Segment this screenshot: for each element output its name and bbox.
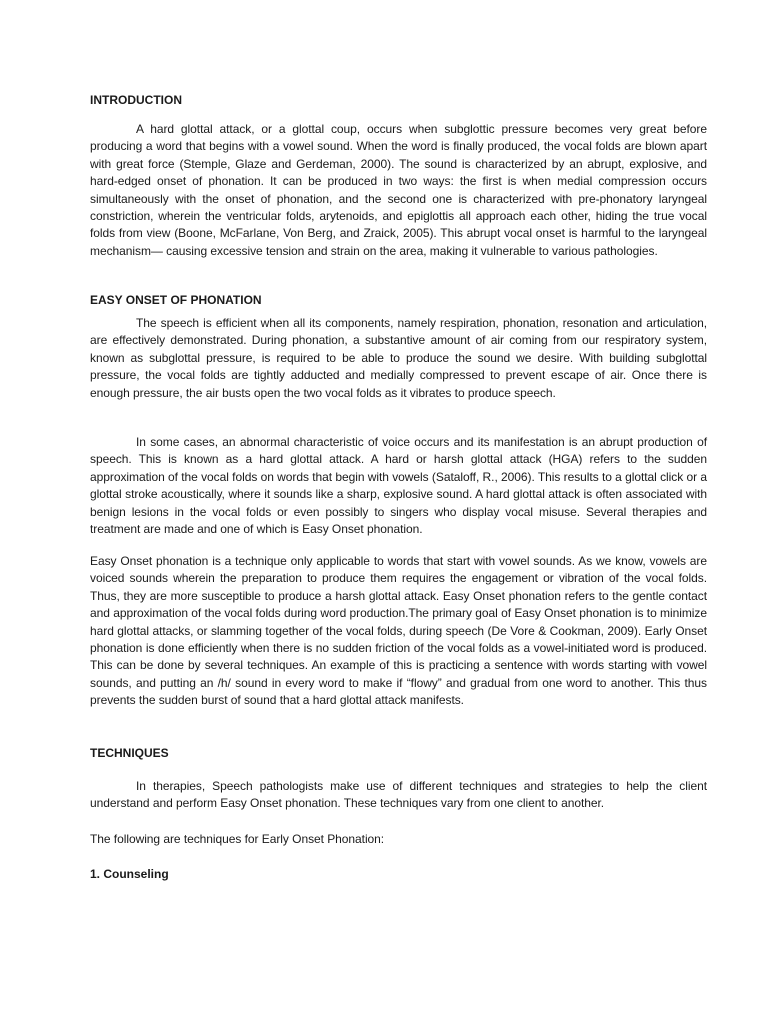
- section-heading-easy-onset: EASY ONSET OF PHONATION: [90, 293, 262, 307]
- paragraph-techniques-2: The following are techniques for Early Onset Phonation:: [90, 832, 385, 846]
- section-heading-techniques: TECHNIQUES: [90, 746, 169, 760]
- section-heading-counseling: 1. Counseling: [90, 867, 169, 881]
- paragraph-easy-onset-2: In some cases, an abnormal characteristic of voice occurs and its manifestation is an abrupt production of speech. This is known as a hard glottal attack. A hard or harsh glottal attack (HGA) refers to the sudden approximation of the vocal folds on words that begin with vowels (Sataloff, R., 2006). This results to a glottal click or a glottal stroke acoustically, where it sounds like a sharp, explosive sound. A hard glottal attack is often associated with benign lesions in the vocal folds or even possibly to singers who display vocal misuse. Several therapies and treatment are made and one of which is Easy Onset phonation.: [90, 435, 707, 537]
- paragraph-introduction-1: A hard glottal attack, or a glottal coup, occurs when subglottic pressure becomes very great before producing a word that begins with a vowel sound. When the word is finally produced, the vocal folds are blown apart with great force (Stemple, Glaze and Gerdeman, 2000). The sound is characterized by an abrupt, explosive, and hard-edged onset of phonation. It can be produced in two ways: the first is when medial compression occurs simultaneously with the onset of phonation, and the second one is characterized with pre-phonatory laryngeal constriction, wherein the ventricular folds, arytenoids, and epiglottis all approach each other, hiding the true vocal folds from view (Boone, McFarlane, Von Berg, and Zraick, 2005). This abrupt vocal onset is harmful to the laryngeal mechanism— causing excessive tension and strain on the area, making it vulnerable to various pathologies.: [90, 122, 707, 258]
- paragraph-easy-onset-3: Easy Onset phonation is a technique only applicable to words that start with vowel sounds. As we know, vowels are voiced sounds wherein the preparation to produce them requires the engagement or vibration of the vocal folds. Thus, they are more susceptible to produce a harsh glottal attack. Easy Onset phonation refers to the gentle contact and approximation of the vocal folds during word production.The primary goal of Easy Onset phonation is to minimize hard glottal attacks, or slamming together of the vocal folds, during speech (De Vore & Cookman, 2009). Early Onset phonation is done efficiently when there is no sudden friction of the vocal folds as a vowel-initiated word is produced. This can be done by several techniques. An example of this is practicing a sentence with words starting with vowel sounds, and putting an /h/ sound in every word to make if “flowy” and gradual from one word to another. This thus prevents the sudden burst of sound that a hard glottal attack manifests.: [90, 554, 707, 708]
- paragraph-techniques-1: In therapies, Speech pathologists make use of different techniques and strategies to help the client understand and perform Easy Onset phonation. These techniques vary from one client to another.: [90, 779, 707, 811]
- section-heading-introduction: INTRODUCTION: [90, 93, 182, 107]
- paragraph-easy-onset-1: The speech is efficient when all its components, namely respiration, phonation, resonation and articulation, are effectively demonstrated. During phonation, a substantive amount of air coming from our respiratory system, known as subglottal pressure, is required to be able to produce the sound we desire. With building subglottal pressure, the vocal folds are tightly adducted and medially compressed to prevent escape of air. Once there is enough pressure, the air busts open the two vocal folds as it vibrates to produce speech.: [90, 316, 707, 400]
